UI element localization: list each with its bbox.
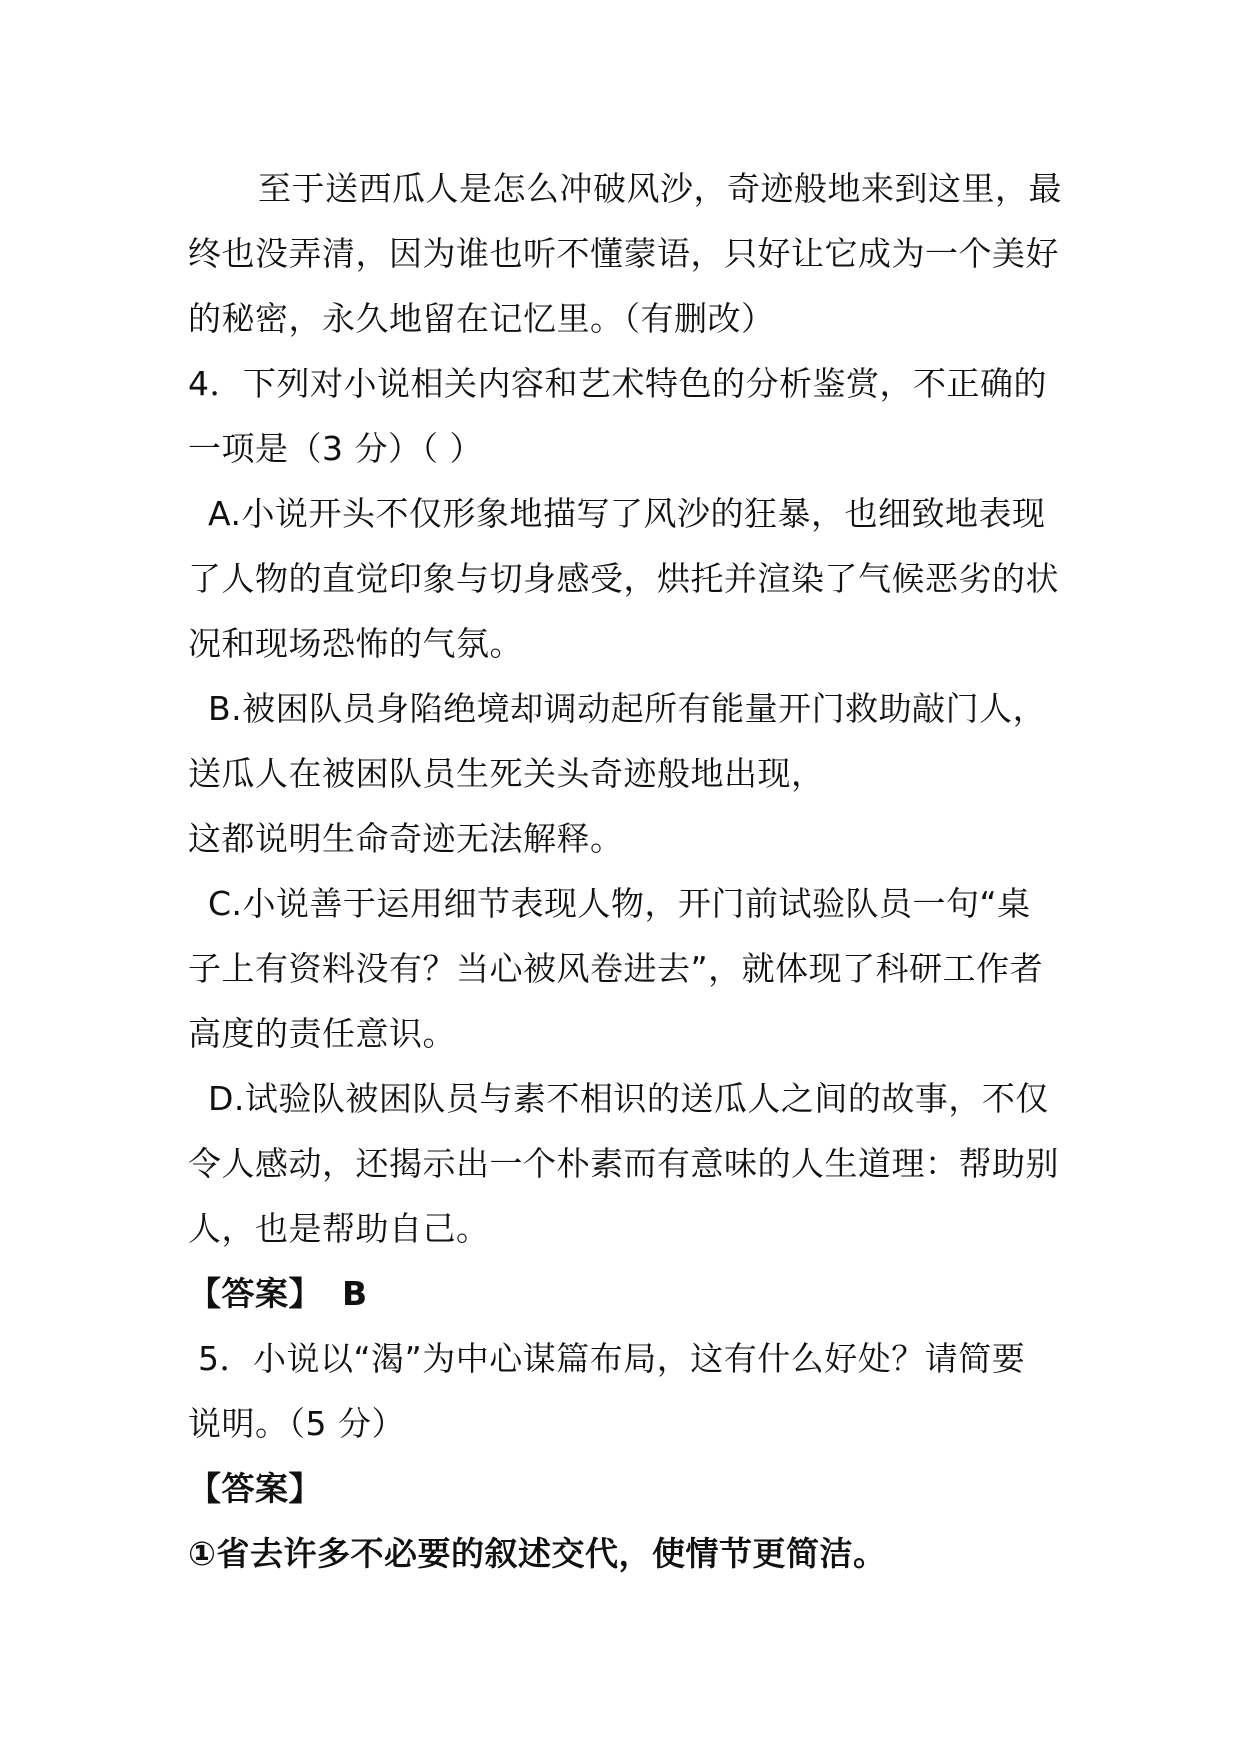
question-4-stem-line: 4．下列对小说相关内容和艺术特色的分析鉴赏，不正确的 [188, 364, 1047, 403]
question-5-stem-line: 5．小说以“渴”为中心谋篇布局，这有什么好处？请简要 [198, 1339, 1026, 1378]
question-5-stem-line: 说明。（5 分） [188, 1404, 405, 1443]
option-line: 高度的责任意识。 [188, 1014, 456, 1053]
option-line: 况和现场恐怖的气氛。 [188, 624, 523, 663]
passage-ending [188, 156, 1068, 351]
option-a [188, 481, 1068, 676]
question-4-stem-line: 一项是（3 分）（ ） [188, 429, 483, 468]
option-line: C.小说善于运用细节表现人物，开门前试验队员一句“桌 [208, 884, 1031, 923]
answer-value: B [342, 1274, 368, 1313]
option-line: D.试验队被困队员与素不相识的送瓜人之间的故事，不仅 [208, 1079, 1049, 1118]
answer-label: 【答案】 [188, 1469, 322, 1508]
option-c [188, 871, 1068, 1066]
document-page [188, 156, 1068, 1586]
option-d [188, 1066, 1068, 1261]
option-line: 人，也是帮助自己。 [188, 1209, 490, 1248]
passage-line: 的秘密，永久地留在记忆里。（有删改） [188, 299, 775, 338]
question-5 [188, 1326, 1068, 1586]
option-line: A.小说开头不仅形象地描写了风沙的狂暴，也细致地表现 [208, 494, 1046, 533]
option-line: 这都说明生命奇迹无法解释。 [188, 819, 624, 858]
answer-label: 【答案】 [188, 1274, 322, 1313]
option-b [188, 676, 1068, 871]
option-line: 令人感动，还揭示出一个朴素而有意味的人生道理：帮助别 [188, 1144, 1059, 1183]
option-line: 送瓜人在被困队员生死关头奇迹般地出现， [188, 754, 825, 793]
passage-line: 至于送西瓜人是怎么冲破风沙，奇迹般地来到这里，最 [258, 169, 1062, 208]
passage-line: 终也没弄清，因为谁也听不懂蒙语，只好让它成为一个美好 [188, 234, 1059, 273]
option-line: 了人物的直觉印象与切身感受，烘托并渲染了气候恶劣的状 [188, 559, 1059, 598]
answer-point: ①省去许多不必要的叙述交代，使情节更简洁。 [188, 1534, 887, 1573]
option-line: 子上有资料没有？当心被风卷进去”，就体现了科研工作者 [188, 949, 1044, 988]
question-4 [188, 351, 1068, 1326]
option-line: B.被困队员身陷绝境却调动起所有能量开门救助敲门人， [208, 689, 1047, 728]
question-4-answer [188, 1261, 1068, 1326]
